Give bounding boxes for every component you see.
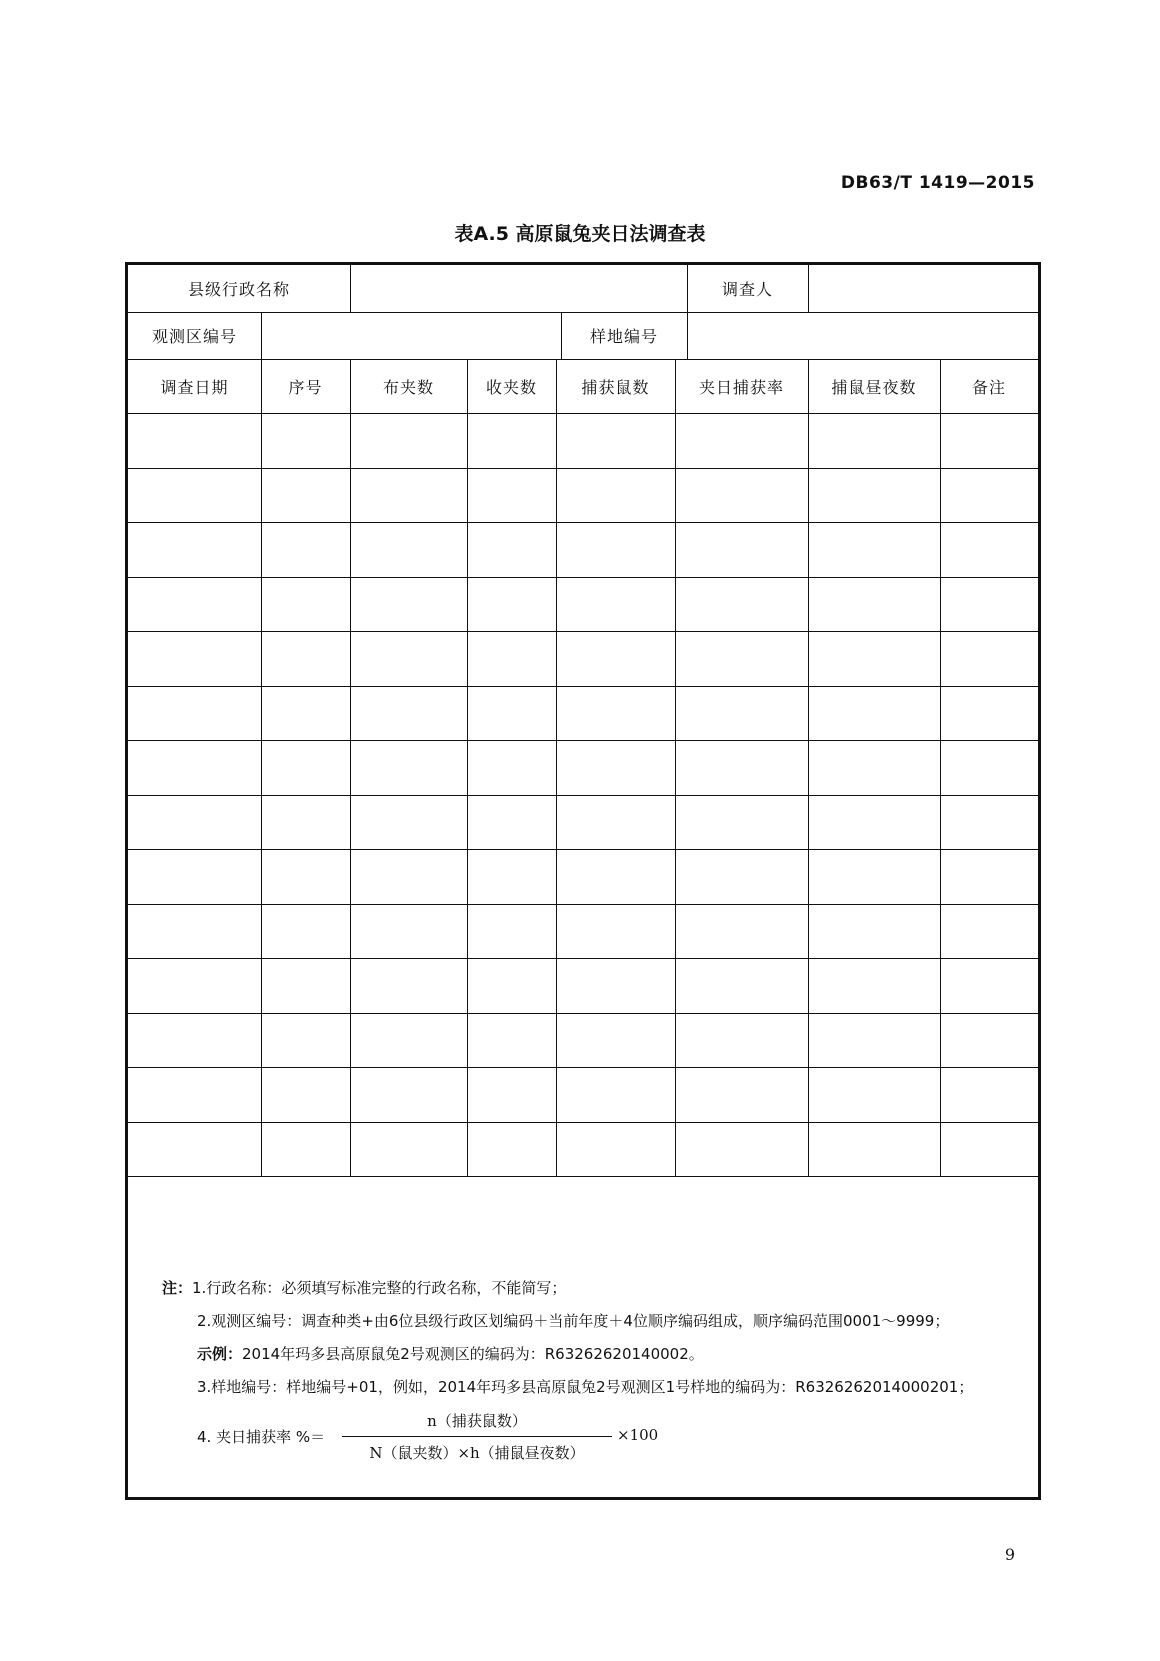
example-label: 示例：: [197, 1345, 243, 1363]
table-cell[interactable]: [808, 849, 940, 904]
table-cell[interactable]: [261, 631, 350, 686]
note-1: 1.行政名称：必须填写标准完整的行政名称，不能简写；: [192, 1279, 567, 1297]
table-cell[interactable]: [808, 904, 940, 959]
formula-label: 4. 夹日捕获率 %＝: [197, 1428, 326, 1446]
table-cell[interactable]: [940, 686, 1038, 741]
formula-multiplier: ×100: [617, 1426, 659, 1444]
table-cell[interactable]: [940, 1013, 1038, 1068]
table-cell[interactable]: [808, 468, 940, 523]
plot-number-field[interactable]: [687, 312, 1038, 359]
table-cell[interactable]: [350, 958, 467, 1013]
table-cell[interactable]: [940, 468, 1038, 523]
table-cell[interactable]: [128, 631, 261, 686]
table-cell[interactable]: [940, 577, 1038, 632]
table-cell[interactable]: [261, 686, 350, 741]
table-cell[interactable]: [128, 849, 261, 904]
formula-denominator: N（鼠夹数）×h（捕鼠昼夜数）: [369, 1444, 585, 1462]
table-cell[interactable]: [675, 740, 808, 795]
table-cell[interactable]: [940, 795, 1038, 850]
table-cell[interactable]: [467, 795, 556, 850]
table-cell[interactable]: [261, 1067, 350, 1122]
table-cell[interactable]: [675, 1122, 808, 1177]
observation-area-field[interactable]: [261, 312, 561, 359]
table-cell[interactable]: [128, 958, 261, 1013]
table-cell[interactable]: [808, 522, 940, 577]
note-3: 3.样地编号：样地编号+01，例如，2014年玛多县高原鼠兔2号观测区1号样地的编码为：R6326262014000201；: [197, 1378, 974, 1396]
col-traps-set: 布夹数: [382, 377, 434, 397]
table-cell[interactable]: [128, 1013, 261, 1068]
table-cell[interactable]: [808, 1067, 940, 1122]
table-cell[interactable]: [675, 849, 808, 904]
table-cell[interactable]: [556, 1067, 675, 1122]
table-cell[interactable]: [940, 958, 1038, 1013]
table-cell[interactable]: [261, 1122, 350, 1177]
table-cell[interactable]: [128, 468, 261, 523]
table-cell[interactable]: [261, 849, 350, 904]
table-cell[interactable]: [128, 1067, 261, 1122]
table-cell[interactable]: [467, 849, 556, 904]
surveyor-field[interactable]: [808, 265, 1038, 312]
table-cell[interactable]: [467, 522, 556, 577]
capture-rate-formula: [197, 1406, 717, 1468]
table-cell[interactable]: [808, 577, 940, 632]
table-cell[interactable]: [128, 577, 261, 632]
table-cell[interactable]: [940, 1067, 1038, 1122]
table-cell[interactable]: [350, 1013, 467, 1068]
col-remarks: 备注: [971, 377, 1006, 397]
col-trap-day-rate: 夹日捕获率: [698, 377, 784, 397]
county-name-field[interactable]: [350, 265, 687, 312]
county-name-label: 县级行政名称: [187, 280, 290, 299]
table-cell[interactable]: [675, 958, 808, 1013]
table-cell[interactable]: [556, 468, 675, 523]
table-cell[interactable]: [261, 795, 350, 850]
table-cell[interactable]: [940, 631, 1038, 686]
table-cell[interactable]: [128, 795, 261, 850]
table-cell[interactable]: [467, 468, 556, 523]
table-cell[interactable]: [808, 631, 940, 686]
surveyor-label: 调查人: [721, 280, 773, 299]
table-title: 表A.5 高原鼠兔夹日法调查表: [454, 223, 706, 245]
formula-numerator: n（捕获鼠数）: [427, 1412, 527, 1430]
col-captured-count: 捕获鼠数: [581, 377, 650, 397]
table-cell[interactable]: [675, 1013, 808, 1068]
table-cell[interactable]: [467, 1013, 556, 1068]
table-cell[interactable]: [128, 522, 261, 577]
table-cell[interactable]: [467, 631, 556, 686]
table-row-divider: [128, 1176, 1038, 1177]
table-cell[interactable]: [350, 631, 467, 686]
table-cell[interactable]: [675, 631, 808, 686]
table-cell[interactable]: [940, 1122, 1038, 1177]
table-cell[interactable]: [556, 849, 675, 904]
table-cell[interactable]: [556, 740, 675, 795]
table-cell[interactable]: [675, 522, 808, 577]
table-cell[interactable]: [808, 413, 940, 468]
table-cell[interactable]: [467, 686, 556, 741]
table-cell[interactable]: [808, 795, 940, 850]
col-serial-number: 序号: [288, 377, 323, 397]
table-cell[interactable]: [467, 904, 556, 959]
plot-number-label: 样地编号: [589, 327, 658, 346]
table-cell[interactable]: [467, 958, 556, 1013]
table-cell[interactable]: [556, 631, 675, 686]
table-cell[interactable]: [556, 795, 675, 850]
col-traps-collected: 收夹数: [485, 377, 537, 397]
note-2: 2.观测区编号：调查种类+由6位县级行政区划编码＋当前年度＋4位顺序编码组成，顺序编码范围0001～9999；: [197, 1312, 950, 1330]
table-cell[interactable]: [675, 1067, 808, 1122]
table-cell[interactable]: [556, 686, 675, 741]
table-cell[interactable]: [350, 904, 467, 959]
table-cell[interactable]: [261, 468, 350, 523]
table-cell[interactable]: [556, 958, 675, 1013]
table-cell[interactable]: [261, 958, 350, 1013]
page-number: 9: [1004, 1545, 1015, 1564]
table-cell[interactable]: [556, 413, 675, 468]
table-cell[interactable]: [350, 577, 467, 632]
table-cell[interactable]: [675, 468, 808, 523]
table-cell[interactable]: [261, 1013, 350, 1068]
table-cell[interactable]: [128, 686, 261, 741]
table-cell[interactable]: [350, 1122, 467, 1177]
table-cell[interactable]: [940, 740, 1038, 795]
table-cell[interactable]: [261, 413, 350, 468]
col-trap-nights: 捕鼠昼夜数: [831, 377, 917, 397]
table-cell[interactable]: [128, 740, 261, 795]
table-cell[interactable]: [940, 849, 1038, 904]
table-cell[interactable]: [467, 577, 556, 632]
table-cell[interactable]: [350, 740, 467, 795]
table-cell[interactable]: [940, 522, 1038, 577]
table-cell[interactable]: [467, 413, 556, 468]
table-cell[interactable]: [556, 904, 675, 959]
table-cell[interactable]: [556, 1122, 675, 1177]
table-cell[interactable]: [128, 413, 261, 468]
table-cell[interactable]: [350, 795, 467, 850]
table-cell[interactable]: [675, 413, 808, 468]
table-cell[interactable]: [128, 904, 261, 959]
example-text: 2014年玛多县高原鼠兔2号观测区的编码为：R63262620140002。: [242, 1345, 704, 1363]
fraction-bar: [342, 1436, 612, 1437]
table-cell[interactable]: [808, 958, 940, 1013]
document-code: DB63/T 1419—2015: [840, 173, 1035, 193]
table-cell[interactable]: [350, 1067, 467, 1122]
table-cell[interactable]: [350, 686, 467, 741]
table-cell[interactable]: [261, 522, 350, 577]
table-cell[interactable]: [556, 1013, 675, 1068]
table-cell[interactable]: [128, 1122, 261, 1177]
table-cell[interactable]: [350, 468, 467, 523]
table-cell[interactable]: [940, 904, 1038, 959]
table-cell[interactable]: [556, 577, 675, 632]
table-cell[interactable]: [467, 1067, 556, 1122]
col-survey-date: 调查日期: [160, 377, 229, 397]
table-cell[interactable]: [556, 522, 675, 577]
table-cell[interactable]: [675, 577, 808, 632]
table-cell[interactable]: [675, 686, 808, 741]
notes-prefix: 注：: [162, 1279, 193, 1297]
table-cell[interactable]: [675, 904, 808, 959]
table-cell[interactable]: [808, 1122, 940, 1177]
table-cell[interactable]: [675, 795, 808, 850]
table-cell[interactable]: [467, 1122, 556, 1177]
table-cell[interactable]: [261, 904, 350, 959]
observation-area-label: 观测区编号: [151, 327, 237, 346]
table-cell[interactable]: [350, 522, 467, 577]
table-cell[interactable]: [808, 1013, 940, 1068]
table-cell[interactable]: [467, 740, 556, 795]
table-cell[interactable]: [261, 577, 350, 632]
table-cell[interactable]: [261, 740, 350, 795]
table-cell[interactable]: [350, 849, 467, 904]
table-cell[interactable]: [350, 413, 467, 468]
table-cell[interactable]: [808, 740, 940, 795]
table-cell[interactable]: [808, 686, 940, 741]
table-cell[interactable]: [940, 413, 1038, 468]
